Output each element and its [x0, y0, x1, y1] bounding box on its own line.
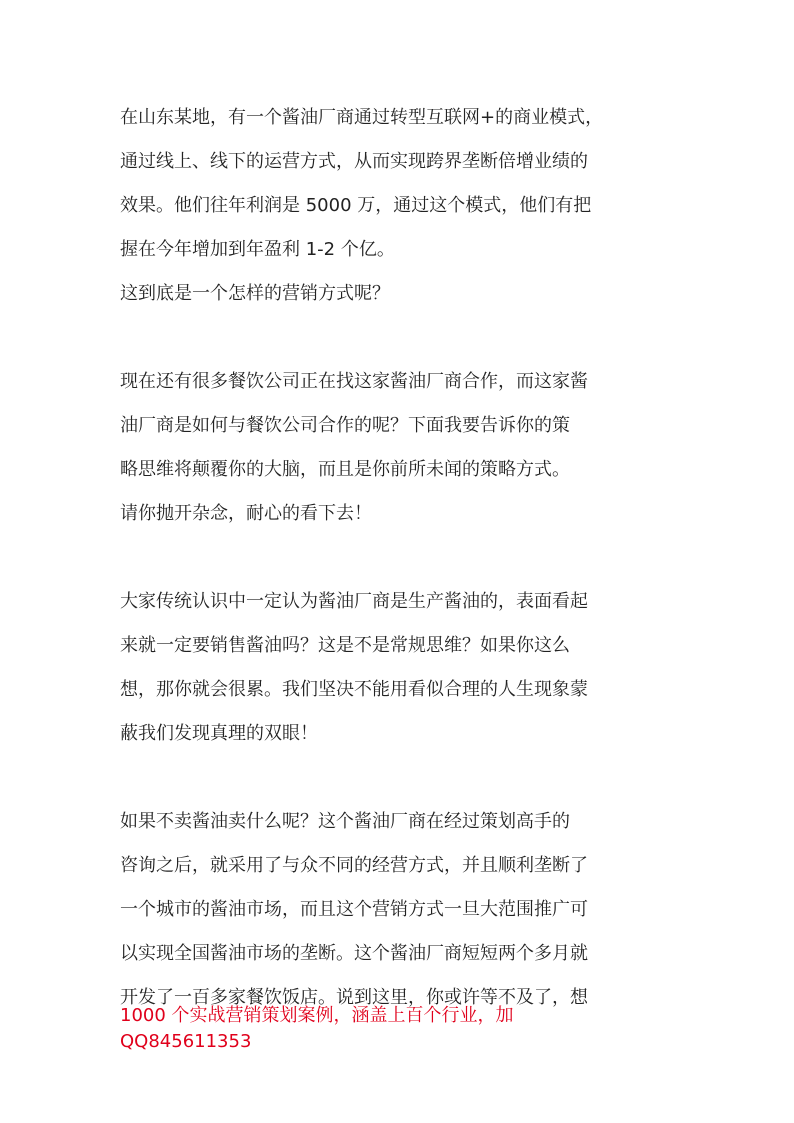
paragraph-intro: 在山东某地，有一个酱油厂商通过转型互联网+的商业模式， 通过线上、线下的运营方式，从而实现跨界垄断倍增业绩的 效果。他们往年利润是 5000 万，通过这个模式，他们有把 握在今年增加到年盈利 1-2 个亿。	[120, 107, 604, 260]
paragraph-conventional-thinking: 大家传统认识中一定认为酱油厂商是生产酱油的，表面看起 来就一定要销售酱油吗？这是不是常规思维？如果你这么 想，那你就会很累。我们坚决不能用看似合理的人生现象蒙 蔽我们发现真理的双眼！	[120, 591, 588, 744]
paragraph-strategy: 如果不卖酱油卖什么呢？这个酱油厂商在经过策划高手的 咨询之后，就采用了与众不同的经营方式，并且顺利垄断了 一个城市的酱油市场，而且这个营销方式一旦大范围推广可 以实现全国酱油市场的垄断。这个酱油厂商短短两个多月就 开发了一百多家餐饮饭店。说到这里，你或许等不及了，想	[120, 811, 588, 1008]
paragraph-question: 这到底是一个怎样的营销方式呢？	[120, 283, 390, 304]
document-body	[120, 96, 680, 1020]
paragraph-cooperation: 现在还有很多餐饮公司正在找这家酱油厂商合作，而这家酱 油厂商是如何与餐饮公司合作的呢？下面我要告诉你的策 略思维将颠覆你的大脑，而且是你前所未闻的策略方式。 请你抛开杂念，耐心的看下去！	[120, 371, 588, 524]
promo-footer: 1000 个实战营销策划案例，涵盖上百个行业，加 QQ845611353	[120, 1005, 514, 1052]
